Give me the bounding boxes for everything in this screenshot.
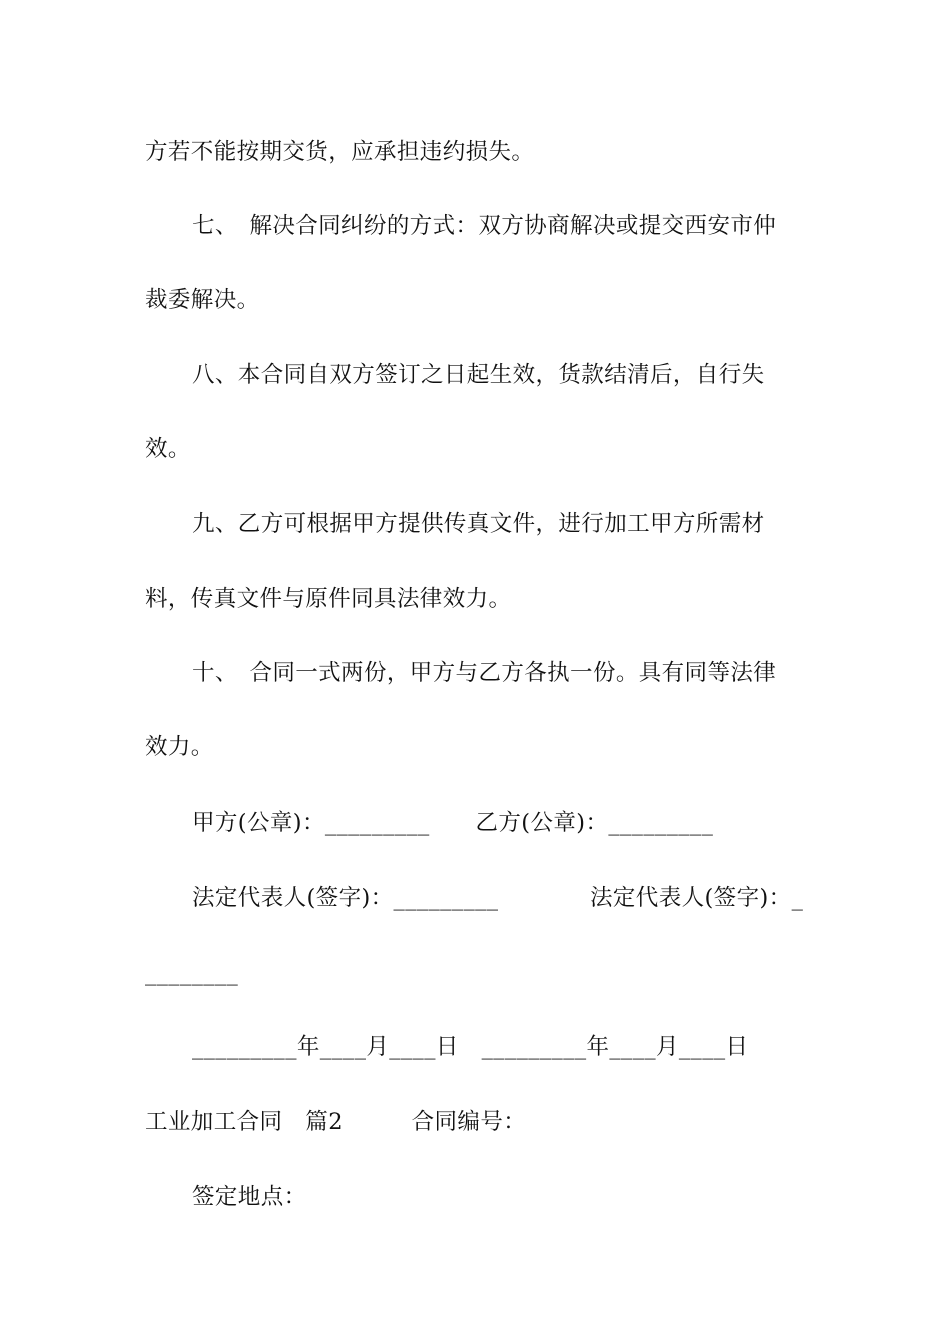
clause-9: 九、乙方可根据甲方提供传真文件，进行加工甲方所需材 <box>192 511 765 537</box>
clause-10: 十、 合同一式两份，甲方与乙方各执一份。具有同等法律 <box>192 660 777 686</box>
text-line: 效。 <box>145 436 191 462</box>
signature-line: 法定代表人(签字)：_________ 法定代表人(签字)：_ <box>192 885 804 911</box>
signing-location: 签定地点： <box>192 1184 307 1210</box>
contract-heading: 工业加工合同 篇2 合同编号： <box>145 1109 527 1135</box>
text-line: 方若不能按期交货，应承担违约损失。 <box>145 139 535 165</box>
signature-line-continued: ________ <box>145 960 239 986</box>
clause-8: 八、本合同自双方签订之日起生效，货款结清后，自行失 <box>192 362 765 388</box>
text-line: 效力。 <box>145 734 214 760</box>
date-line: _________年____月____日 _________年____月____日 <box>192 1034 749 1060</box>
clause-7: 七、 解决合同纠纷的方式：双方协商解决或提交西安市仲 <box>192 213 777 239</box>
seal-line: 甲方(公章)：_________ 乙方(公章)：_________ <box>192 810 714 836</box>
text-line: 裁委解决。 <box>145 287 260 313</box>
text-line: 料，传真文件与原件同具法律效力。 <box>145 586 512 612</box>
